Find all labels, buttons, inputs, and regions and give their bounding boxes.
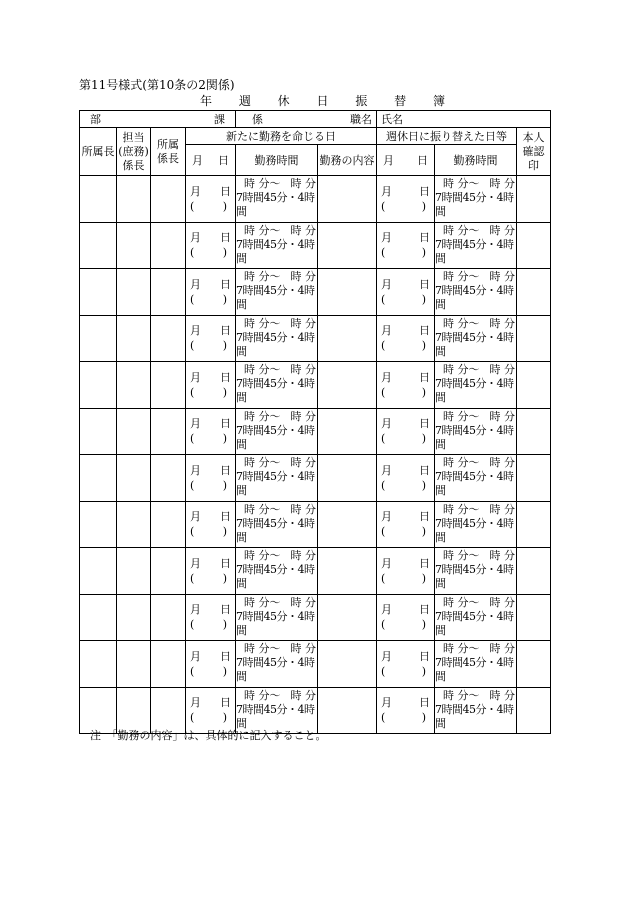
table-row [80,269,551,316]
head-of-office-seal-cell[interactable] [80,501,117,548]
new-work-hours-cell[interactable]: 時 分〜 時 分 7時間45分・4時 間 [236,548,318,595]
unit-chief-header: 所属 係長 [151,128,186,176]
head-of-office-seal-cell[interactable] [80,315,117,362]
head-of-office-seal-cell[interactable] [80,362,117,409]
new-work-date-cell[interactable]: 月 日 ( ) [186,176,236,223]
holiday-transfer-table [79,110,551,734]
header-row-groups [80,128,551,145]
head-of-office-seal-cell[interactable] [80,687,117,734]
title-char: 週 [238,94,251,108]
title-char: 休 [277,94,290,108]
work-content-cell[interactable] [318,408,377,455]
dept-section-cell[interactable] [80,111,236,128]
transfer-hours-cell[interactable]: 時 分〜 時 分 7時間45分・4時 間 [435,362,517,409]
transfer-date-cell[interactable]: 月 日 ( ) [377,315,435,362]
name-label: 氏名 [381,112,403,126]
self-confirm-seal-cell[interactable] [517,687,551,734]
table-row [80,548,551,595]
transfer-date-cell[interactable]: 月 日 ( ) [377,176,435,223]
transfer-hours-cell[interactable]: 時 分〜 時 分 7時間45分・4時 間 [435,315,517,362]
table-row [80,315,551,362]
admin-chief-seal-cell[interactable] [117,176,151,223]
transfer-hours-cell[interactable]: 時 分〜 時 分 7時間45分・4時 間 [435,687,517,734]
transfer-hours-cell[interactable]: 時 分〜 時 分 7時間45分・4時 間 [435,176,517,223]
unit-chief-seal-cell[interactable] [151,176,186,223]
work-content-cell[interactable] [318,315,377,362]
work-content-cell[interactable] [318,548,377,595]
admin-chief-seal-cell[interactable] [117,641,151,688]
self-confirm-seal-cell[interactable] [517,315,551,362]
transfer-hours-cell[interactable]: 時 分〜 時 分 7時間45分・4時 間 [435,641,517,688]
work-content-cell[interactable] [318,641,377,688]
unit-title-cell[interactable] [236,111,377,128]
work-content-cell[interactable] [318,501,377,548]
transfer-hours-cell[interactable]: 時 分〜 時 分 7時間45分・4時 間 [435,455,517,502]
head-of-office-seal-cell[interactable] [80,176,117,223]
table-row [80,222,551,269]
form-title [200,94,445,108]
new-work-hours-cell[interactable]: 時 分〜 時 分 7時間45分・4時 間 [236,269,318,316]
unit-chief-seal-cell[interactable] [151,594,186,641]
title-char: 替 [394,94,407,108]
unit-chief-seal-cell[interactable] [151,315,186,362]
new-work-hours-cell[interactable]: 時 分〜 時 分 7時間45分・4時 間 [236,455,318,502]
form-number: 第11号様式(第10条の2関係) [79,78,235,92]
transfer-date-header: 月 日 [377,145,435,176]
unit-chief-seal-cell[interactable] [151,269,186,316]
self-confirm-seal-cell[interactable] [517,222,551,269]
work-content-cell[interactable] [318,176,377,223]
new-work-date-cell[interactable]: 月 日 ( ) [186,548,236,595]
transfer-date-cell[interactable]: 月 日 ( ) [377,548,435,595]
self-confirm-header: 本人 確認 印 [517,128,551,176]
head-of-office-seal-cell[interactable] [80,269,117,316]
admin-chief-seal-cell[interactable] [117,455,151,502]
table-row [80,362,551,409]
transfer-hours-cell[interactable]: 時 分〜 時 分 7時間45分・4時 間 [435,501,517,548]
dept-label: 部 [90,113,101,126]
new-work-date-cell[interactable]: 月 日 ( ) [186,641,236,688]
new-work-date-cell[interactable]: 月 日 ( ) [186,455,236,502]
unit-label: 係 [252,113,263,126]
new-work-date-cell[interactable]: 月 日 ( ) [186,362,236,409]
head-of-office-header: 所属長 [80,128,117,176]
transfer-date-cell[interactable]: 月 日 ( ) [377,222,435,269]
unit-chief-seal-cell[interactable] [151,548,186,595]
new-work-hours-cell[interactable]: 時 分〜 時 分 7時間45分・4時 間 [236,362,318,409]
table-row [80,455,551,502]
head-of-office-seal-cell[interactable] [80,408,117,455]
transfer-day-header: 週休日に振り替えた日等 [377,128,517,145]
self-confirm-seal-cell[interactable] [517,408,551,455]
transfer-date-cell[interactable]: 月 日 ( ) [377,408,435,455]
new-work-hours-cell[interactable]: 時 分〜 時 分 7時間45分・4時 間 [236,501,318,548]
transfer-hours-cell[interactable]: 時 分〜 時 分 7時間45分・4時 間 [435,594,517,641]
job-title-label: 職名 [350,113,372,126]
new-work-hours-cell[interactable]: 時 分〜 時 分 7時間45分・4時 間 [236,176,318,223]
table-row [80,176,551,223]
work-content-cell[interactable] [318,222,377,269]
unit-chief-seal-cell[interactable] [151,641,186,688]
new-work-hours-cell[interactable]: 時 分〜 時 分 7時間45分・4時 間 [236,315,318,362]
new-work-date-cell[interactable]: 月 日 ( ) [186,315,236,362]
title-char: 簿 [432,94,445,108]
work-content-cell[interactable] [318,455,377,502]
head-of-office-seal-cell[interactable] [80,455,117,502]
new-work-hours-cell[interactable]: 時 分〜 時 分 7時間45分・4時 間 [236,641,318,688]
head-of-office-seal-cell[interactable] [80,641,117,688]
unit-chief-seal-cell[interactable] [151,362,186,409]
self-confirm-seal-cell[interactable] [517,641,551,688]
new-work-date-cell[interactable]: 月 日 ( ) [186,222,236,269]
head-of-office-seal-cell[interactable] [80,222,117,269]
transfer-date-cell[interactable]: 月 日 ( ) [377,687,435,734]
footnote: 注 「勤務の内容」は、具体的に記入すること。 [90,729,327,742]
work-content-cell[interactable] [318,362,377,409]
title-char: 年 [200,94,213,108]
admin-chief-seal-cell[interactable] [117,315,151,362]
unit-chief-seal-cell[interactable] [151,455,186,502]
admin-chief-seal-cell[interactable] [117,222,151,269]
self-confirm-seal-cell[interactable] [517,501,551,548]
header-row-org [80,111,551,128]
name-cell[interactable] [377,111,551,128]
table-row [80,641,551,688]
transfer-date-cell[interactable]: 月 日 ( ) [377,362,435,409]
work-content-cell[interactable] [318,269,377,316]
table-row [80,594,551,641]
admin-chief-seal-cell[interactable] [117,408,151,455]
title-char: 振 [355,94,368,108]
work-content-header: 勤務の内容 [318,145,377,176]
unit-chief-seal-cell[interactable] [151,687,186,734]
transfer-hours-cell[interactable]: 時 分〜 時 分 7時間45分・4時 間 [435,548,517,595]
transfer-hours-header: 勤務時間 [435,145,517,176]
self-confirm-seal-cell[interactable] [517,455,551,502]
admin-chief-seal-cell[interactable] [117,501,151,548]
title-char: 日 [316,94,329,108]
transfer-date-cell[interactable]: 月 日 ( ) [377,641,435,688]
new-work-hours-cell[interactable]: 時 分〜 時 分 7時間45分・4時 間 [236,594,318,641]
unit-chief-seal-cell[interactable] [151,501,186,548]
section-label: 課 [214,113,225,126]
self-confirm-seal-cell[interactable] [517,269,551,316]
transfer-date-cell[interactable]: 月 日 ( ) [377,594,435,641]
transfer-date-cell[interactable]: 月 日 ( ) [377,501,435,548]
self-confirm-seal-cell[interactable] [517,594,551,641]
transfer-date-cell[interactable]: 月 日 ( ) [377,455,435,502]
new-work-hours-cell[interactable]: 時 分〜 時 分 7時間45分・4時 間 [236,687,318,734]
transfer-hours-cell[interactable]: 時 分〜 時 分 7時間45分・4時 間 [435,222,517,269]
new-work-hours-cell[interactable]: 時 分〜 時 分 7時間45分・4時 間 [236,408,318,455]
new-work-hours-cell[interactable]: 時 分〜 時 分 7時間45分・4時 間 [236,222,318,269]
transfer-hours-cell[interactable]: 時 分〜 時 分 7時間45分・4時 間 [435,269,517,316]
self-confirm-seal-cell[interactable] [517,176,551,223]
self-confirm-seal-cell[interactable] [517,548,551,595]
table-row [80,687,551,734]
new-work-date-cell[interactable]: 月 日 ( ) [186,408,236,455]
new-work-date-cell[interactable]: 月 日 ( ) [186,594,236,641]
unit-chief-seal-cell[interactable] [151,408,186,455]
admin-chief-seal-cell[interactable] [117,362,151,409]
table-row [80,408,551,455]
admin-chief-seal-cell[interactable] [117,594,151,641]
new-hours-header: 勤務時間 [236,145,318,176]
new-date-header: 月 日 [186,145,236,176]
new-work-day-header: 新たに勤務を命じる日 [186,128,377,145]
admin-chief-seal-cell[interactable] [117,269,151,316]
head-of-office-seal-cell[interactable] [80,548,117,595]
work-content-cell[interactable] [318,594,377,641]
transfer-date-cell[interactable]: 月 日 ( ) [377,269,435,316]
work-content-cell[interactable] [318,687,377,734]
admin-chief-header: 担当 (庶務) 係長 [117,128,151,176]
admin-chief-seal-cell[interactable] [117,687,151,734]
head-of-office-seal-cell[interactable] [80,594,117,641]
new-work-date-cell[interactable]: 月 日 ( ) [186,687,236,734]
unit-chief-seal-cell[interactable] [151,222,186,269]
table-row [80,501,551,548]
self-confirm-seal-cell[interactable] [517,362,551,409]
new-work-date-cell[interactable]: 月 日 ( ) [186,501,236,548]
new-work-date-cell[interactable]: 月 日 ( ) [186,269,236,316]
transfer-hours-cell[interactable]: 時 分〜 時 分 7時間45分・4時 間 [435,408,517,455]
admin-chief-seal-cell[interactable] [117,548,151,595]
